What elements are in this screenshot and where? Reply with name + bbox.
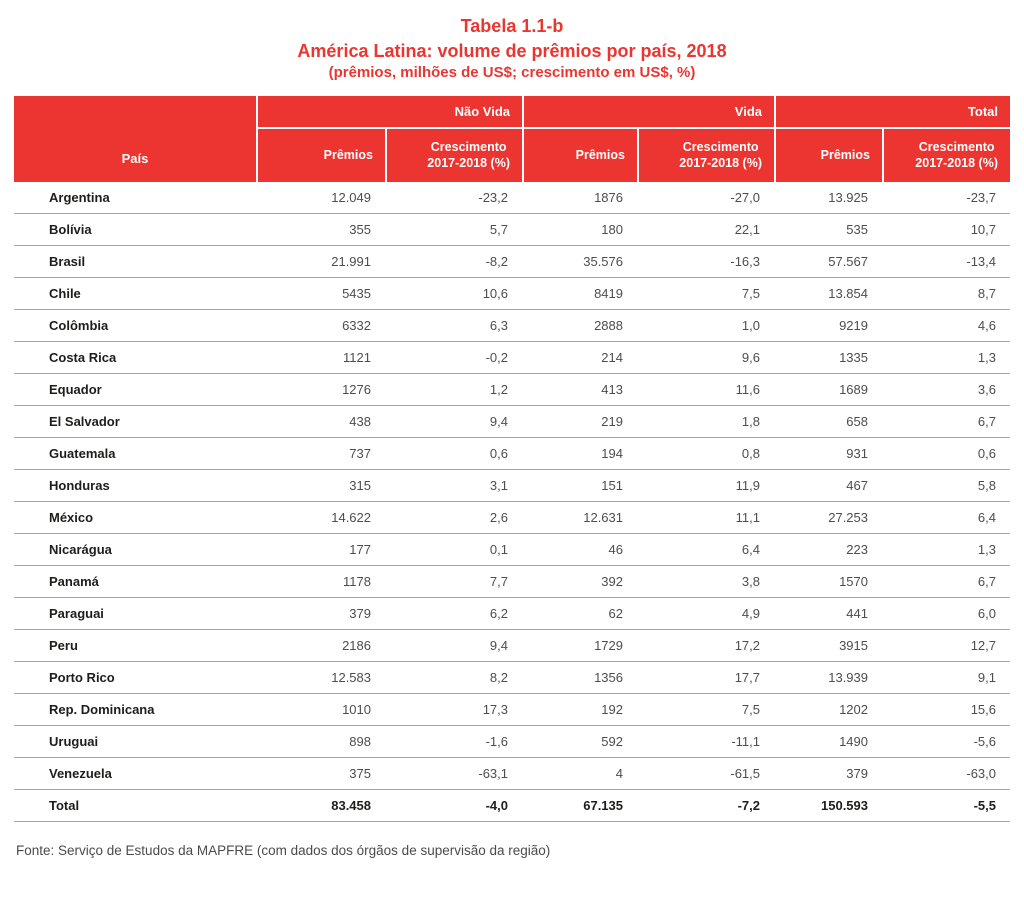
vida-premios-value: 413: [601, 382, 623, 398]
total-premios-value: 1335: [839, 350, 868, 366]
nao-vida-premios-value: 1178: [343, 574, 371, 590]
vida-premios-value: 194: [601, 446, 623, 462]
nao-vida-crescimento-value: 9,4: [489, 638, 508, 654]
subheader-crescimento-text: [679, 140, 762, 171]
group-header-total: Total: [774, 96, 1010, 129]
total-premios-value: 27.253: [828, 510, 868, 526]
subheader-nao-vida-crescimento: [385, 129, 522, 182]
total-crescimento-value: 5,8: [977, 478, 996, 494]
subheader-total-premios: Prêmios: [774, 129, 882, 182]
premiums-table: [14, 96, 1010, 822]
nao-vida-premios-value: 2186: [342, 638, 371, 654]
total-crescimento-value: 15,6: [970, 702, 996, 718]
vida-crescimento-value: 11,1: [735, 510, 760, 526]
total-nao-vida-crescimento: -4,0: [485, 798, 508, 814]
group-header-vida: Vida: [522, 96, 774, 129]
vida-premios-value: 180: [601, 222, 623, 238]
total-vida-crescimento: -7,2: [737, 798, 760, 814]
nao-vida-crescimento-value: -0,2: [485, 350, 508, 366]
table-number-title: Tabela 1.1-b: [460, 16, 564, 36]
total-crescimento-value: 12,7: [970, 638, 996, 654]
vida-premios-value: 1356: [594, 670, 623, 686]
country-name: México: [49, 510, 94, 526]
country-name: Panamá: [49, 574, 99, 590]
nao-vida-premios-value: 379: [349, 606, 371, 622]
total-premios-value: 3915: [839, 638, 868, 654]
total-premios-value: 535: [846, 222, 868, 238]
nao-vida-crescimento-value: -63,1: [478, 766, 508, 782]
table-header: [14, 96, 1010, 182]
nao-vida-crescimento-value: 10,6: [482, 286, 508, 302]
total-premios-value: 379: [846, 766, 868, 782]
total-crescimento-value: 8,7: [977, 286, 996, 302]
vida-premios-value: 151: [601, 478, 623, 494]
nao-vida-premios-value: 898: [349, 734, 371, 750]
table-subtitle-units: (prêmios, milhões de US$; crescimento em US$, %): [328, 64, 696, 82]
nao-vida-crescimento-value: 7,7: [489, 574, 508, 590]
total-crescimento-value: 6,0: [977, 606, 996, 622]
vida-premios-value: 12.631: [583, 510, 623, 526]
nao-vida-premios-value: 6332: [342, 318, 371, 334]
table-row: [14, 694, 1010, 726]
nao-vida-premios-value: 1010: [342, 702, 371, 718]
vida-crescimento-value: 6,4: [741, 542, 760, 558]
nao-vida-crescimento-value: 1,2: [489, 382, 508, 398]
nao-vida-premios-value: 12.049: [331, 190, 371, 206]
nao-vida-crescimento-value: -8,2: [485, 254, 508, 270]
nao-vida-premios-value: 375: [349, 766, 371, 782]
total-premios-value: 13.939: [828, 670, 868, 686]
nao-vida-crescimento-value: -23,2: [478, 190, 508, 206]
country-name: Peru: [49, 638, 78, 654]
country-name: Costa Rica: [49, 350, 117, 366]
source-note: Fonte: Serviço de Estudos da MAPFRE (com dados dos órgãos de supervisão da região): [16, 843, 551, 859]
crescimento-label-line2: 2017-2018 (%): [427, 155, 510, 170]
nao-vida-premios-value: 12.583: [331, 670, 371, 686]
nao-vida-premios-value: 1276: [342, 382, 371, 398]
table-row: [14, 534, 1010, 566]
vida-crescimento-value: 7,5: [741, 286, 760, 302]
vida-premios-value: 592: [601, 734, 623, 750]
vida-premios-value: 4: [615, 766, 623, 782]
nao-vida-premios-value: 438: [349, 414, 371, 430]
vida-crescimento-value: 7,5: [741, 702, 760, 718]
total-premios-value: 13.925: [828, 190, 868, 206]
total-premios-value: 1570: [839, 574, 868, 590]
vida-premios-value: 2888: [594, 318, 623, 334]
table-row: [14, 758, 1010, 790]
country-name: Porto Rico: [49, 670, 115, 686]
table-row: [14, 598, 1010, 630]
nao-vida-crescimento-value: 5,7: [489, 222, 508, 238]
nao-vida-premios-value: 315: [349, 478, 371, 494]
nao-vida-crescimento-value: 8,2: [489, 670, 508, 686]
table-row: [14, 566, 1010, 598]
table-row: [14, 726, 1010, 758]
total-total-crescimento: -5,5: [973, 798, 996, 814]
nao-vida-crescimento-value: 0,1: [489, 542, 508, 558]
total-premios-value: 57.567: [828, 254, 868, 270]
country-name: Rep. Dominicana: [49, 702, 155, 718]
nao-vida-crescimento-value: 6,2: [489, 606, 508, 622]
table-row: [14, 406, 1010, 438]
subheader-vida-premios: Prêmios: [522, 129, 637, 182]
table-row: [14, 374, 1010, 406]
country-name: Nicarágua: [49, 542, 112, 558]
table-row: [14, 278, 1010, 310]
vida-premios-value: 392: [601, 574, 623, 590]
total-crescimento-value: 6,4: [977, 510, 996, 526]
nao-vida-premios-value: 5435: [342, 286, 371, 302]
group-header-nao-vida: Não Vida: [258, 96, 522, 129]
vida-crescimento-value: 1,0: [741, 318, 760, 334]
total-crescimento-value: 4,6: [977, 318, 996, 334]
country-name: Colômbia: [49, 318, 109, 334]
vida-premios-value: 62: [608, 606, 623, 622]
total-crescimento-value: -5,6: [973, 734, 996, 750]
country-name: Equador: [49, 382, 102, 398]
total-nao-vida-premios: 83.458: [331, 798, 371, 814]
total-crescimento-value: -13,4: [966, 254, 996, 270]
table-title-block: [0, 16, 1024, 82]
subheader-total-crescimento: [882, 129, 1010, 182]
total-crescimento-value: 6,7: [977, 574, 996, 590]
country-name: Chile: [49, 286, 81, 302]
nao-vida-premios-value: 21.991: [331, 254, 371, 270]
vida-crescimento-value: 3,8: [741, 574, 760, 590]
column-header-pais: País: [14, 96, 258, 182]
total-crescimento-value: 1,3: [977, 542, 996, 558]
nao-vida-crescimento-value: 17,3: [482, 702, 508, 718]
nao-vida-crescimento-value: 9,4: [489, 414, 508, 430]
total-premios-value: 467: [846, 478, 868, 494]
country-name: Guatemala: [49, 446, 116, 462]
nao-vida-crescimento-value: -1,6: [485, 734, 508, 750]
total-vida-premios: 67.135: [583, 798, 623, 814]
total-crescimento-value: 10,7: [970, 222, 996, 238]
total-crescimento-value: 9,1: [977, 670, 996, 686]
table-row: [14, 182, 1010, 214]
vida-premios-value: 35.576: [583, 254, 623, 270]
crescimento-label-line1: Crescimento: [430, 140, 507, 155]
vida-crescimento-value: -16,3: [730, 254, 760, 270]
country-name: Argentina: [49, 190, 110, 206]
subheader-nao-vida-premios: Prêmios: [323, 147, 373, 162]
nao-vida-premios-value: 1121: [343, 350, 371, 366]
nao-vida-premios-value: 737: [349, 446, 371, 462]
total-crescimento-value: -23,7: [966, 190, 996, 206]
vida-crescimento-value: 17,7: [734, 670, 760, 686]
vida-crescimento-value: -61,5: [730, 766, 760, 782]
table-total-row: [14, 790, 1010, 822]
vida-crescimento-value: 9,6: [741, 350, 760, 366]
total-crescimento-value: 1,3: [977, 350, 996, 366]
total-premios-value: 1689: [839, 382, 868, 398]
country-name: Brasil: [49, 254, 86, 270]
crescimento-label-line1: Crescimento: [682, 140, 759, 155]
vida-crescimento-value: 11,6: [735, 382, 760, 398]
nao-vida-crescimento-value: 3,1: [489, 478, 508, 494]
vida-premios-value: 192: [601, 702, 623, 718]
table-row: [14, 438, 1010, 470]
vida-crescimento-value: 17,2: [734, 638, 760, 654]
subheader-crescimento-text: [427, 140, 510, 171]
country-name: Paraguai: [49, 606, 104, 622]
table-row: [14, 502, 1010, 534]
vida-crescimento-value: 4,9: [741, 606, 760, 622]
total-row-label: Total: [49, 798, 80, 814]
nao-vida-crescimento-value: 2,6: [489, 510, 508, 526]
table-row: [14, 470, 1010, 502]
vida-crescimento-value: 22,1: [734, 222, 760, 238]
total-crescimento-value: 6,7: [977, 414, 996, 430]
table-row: [14, 246, 1010, 278]
vida-premios-value: 219: [601, 414, 623, 430]
total-crescimento-value: 3,6: [977, 382, 996, 398]
nao-vida-premios-value: 177: [349, 542, 371, 558]
vida-premios-value: 8419: [594, 286, 623, 302]
nao-vida-premios-value: 14.622: [331, 510, 371, 526]
crescimento-label-line2: 2017-2018 (%): [915, 155, 998, 170]
country-name: Uruguai: [49, 734, 99, 750]
vida-crescimento-value: 11,9: [735, 478, 760, 494]
country-name: Venezuela: [49, 766, 112, 782]
total-premios-value: 931: [846, 446, 868, 462]
table-row: [14, 662, 1010, 694]
total-premios-value: 223: [846, 542, 868, 558]
total-premios-value: 1490: [839, 734, 868, 750]
vida-crescimento-value: -27,0: [730, 190, 760, 206]
table-row: [14, 214, 1010, 246]
crescimento-label-line1: Crescimento: [918, 140, 995, 155]
table-row: [14, 310, 1010, 342]
vida-premios-value: 1876: [594, 190, 623, 206]
subheader-crescimento-text: [915, 140, 998, 171]
table-row: [14, 630, 1010, 662]
country-name: Bolívia: [49, 222, 92, 238]
vida-premios-value: 46: [608, 542, 623, 558]
vida-crescimento-value: 1,8: [741, 414, 760, 430]
total-crescimento-value: 0,6: [977, 446, 996, 462]
vida-crescimento-value: 0,8: [741, 446, 760, 462]
table-main-title: América Latina: volume de prêmios por país, 2018: [297, 40, 727, 61]
total-premios-value: 13.854: [828, 286, 868, 302]
page: [0, 16, 1024, 899]
nao-vida-crescimento-value: 0,6: [489, 446, 508, 462]
total-premios-value: 658: [846, 414, 868, 430]
total-premios-value: 9219: [839, 318, 868, 334]
country-name: El Salvador: [49, 414, 120, 430]
total-premios-value: 441: [846, 606, 868, 622]
total-premios-value: 1202: [839, 702, 868, 718]
nao-vida-premios-value: 355: [349, 222, 371, 238]
country-name: Honduras: [49, 478, 110, 494]
table-row: [14, 342, 1010, 374]
vida-premios-value: 1729: [594, 638, 623, 654]
vida-crescimento-value: -11,1: [731, 734, 760, 750]
crescimento-label-line2: 2017-2018 (%): [679, 155, 762, 170]
subheader-vida-crescimento: [637, 129, 774, 182]
vida-premios-value: 214: [601, 350, 623, 366]
total-total-premios: 150.593: [821, 798, 868, 814]
table-body: [14, 182, 1010, 822]
total-crescimento-value: -63,0: [966, 766, 996, 782]
nao-vida-crescimento-value: 6,3: [489, 318, 508, 334]
